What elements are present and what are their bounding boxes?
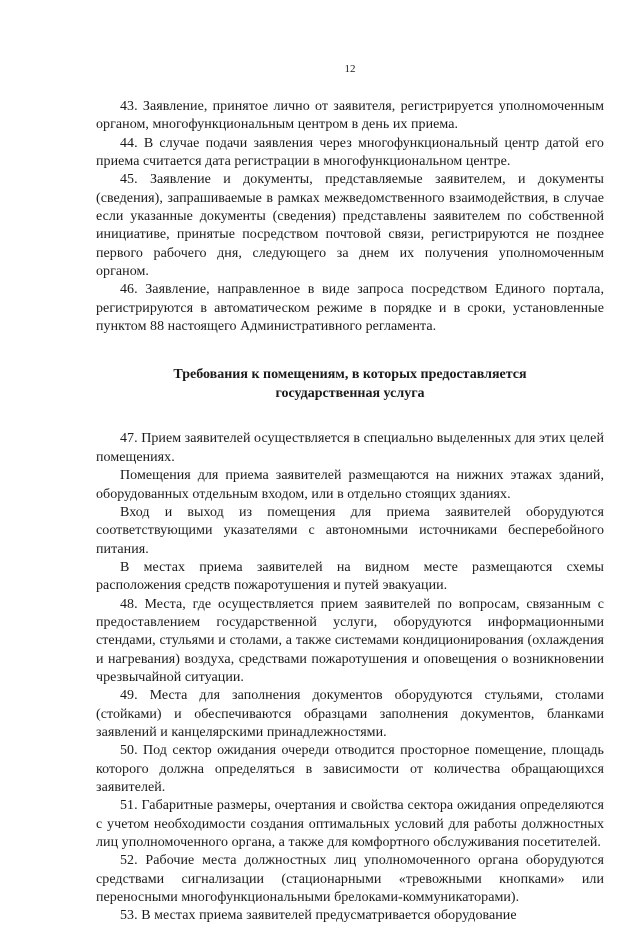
paragraph-premises-location: Помещения для приема заявителей размещаются на нижних этажах зданий, оборудованных отдельным входом, или в отдельно стоящих зданиях.: [96, 468, 604, 502]
paragraph-43: 43. Заявление, принятое лично от заявителя, регистрируется уполномоченным органом, многофункциональным центром в день их приема.: [96, 99, 604, 133]
section-heading: [96, 366, 604, 403]
paragraph-47: 47. Прием заявителей осуществляется в специально выделенных для этих целей помещениях.: [96, 431, 604, 465]
paragraph-45: 45. Заявление и документы, представляемые заявителем, и документы (сведения), запрашиваемые в рамках межведомственного взаимодействия, в случае если указанные документы (сведения) представлены заявителем по собственной инициативе, принятые посредством почтовой связи, регистрируются не позднее первого рабочего дня, следующего за днем их получения уполномоченным органом.: [96, 172, 604, 280]
heading-spacer: [96, 403, 604, 430]
section-premises: [96, 430, 604, 925]
paragraph-51: 51. Габаритные размеры, очертания и свойства сектора ожидания определяются с учетом необходимости создания оптимальных условий для работы должностных лиц уполномоченного органа, а также для комфортного обслуживания посетителей.: [96, 798, 604, 851]
document-page: [96, 62, 604, 926]
paragraph-53: 53. В местах приема заявителей предусматривается оборудование: [120, 908, 517, 924]
paragraph-49: 49. Места для заполнения документов оборудуются стульями, столами (стойками) и обеспечиваются образцами заполнения документов, бланками заявлений и канцелярскими принадлежностями.: [96, 688, 604, 740]
section-registration: [96, 98, 604, 336]
page-number: 12: [344, 63, 356, 75]
paragraph-46: 46. Заявление, направленное в виде запроса посредством Единого портала, регистрируются в автоматическом режиме в порядке и в сроки, установленные пунктом 88 настоящего Административного регламента.: [96, 282, 604, 335]
paragraph-evacuation-schemes: В местах приема заявителей на видном месте размещаются схемы расположения средств пожаротушения и путей эвакуации.: [96, 559, 604, 594]
paragraph-52: 52. Рабочие места должностных лиц уполномоченного органа оборудуются средствами сигнализации (стационарными «тревожными кнопками» или переносными многофункциональными брелоками-коммуникаторами).: [96, 853, 604, 906]
section-heading-line-1: Требования к помещениям, в которых предоставляется: [173, 367, 527, 383]
paragraph-44: 44. В случае подачи заявления через многофункциональный центр датой его приема считается дата регистрации в многофункциональном центре.: [96, 135, 604, 170]
section-heading-line-2: государственная услуга: [275, 385, 425, 401]
paragraph-48: 48. Места, где осуществляется прием заявителей по вопросам, связанным с предоставлением государственной услуги, оборудуются информационными стендами, стульями и столами, а также системами кондиционирования (охлаждения и нагревания) воздуха, средствами пожаротушения и оповещения о возникновении чрезвычайной ситуации.: [96, 596, 604, 685]
paragraph-entrance-exit: Вход и выход из помещения для приема заявителей оборудуются соответствующими указателями с автономными источниками бесперебойного питания.: [96, 504, 604, 557]
paragraph-50: 50. Под сектор ожидания очереди отводится просторное помещение, площадь которого должна определяться в зависимости от количества обращающихся заявителей.: [96, 743, 604, 795]
